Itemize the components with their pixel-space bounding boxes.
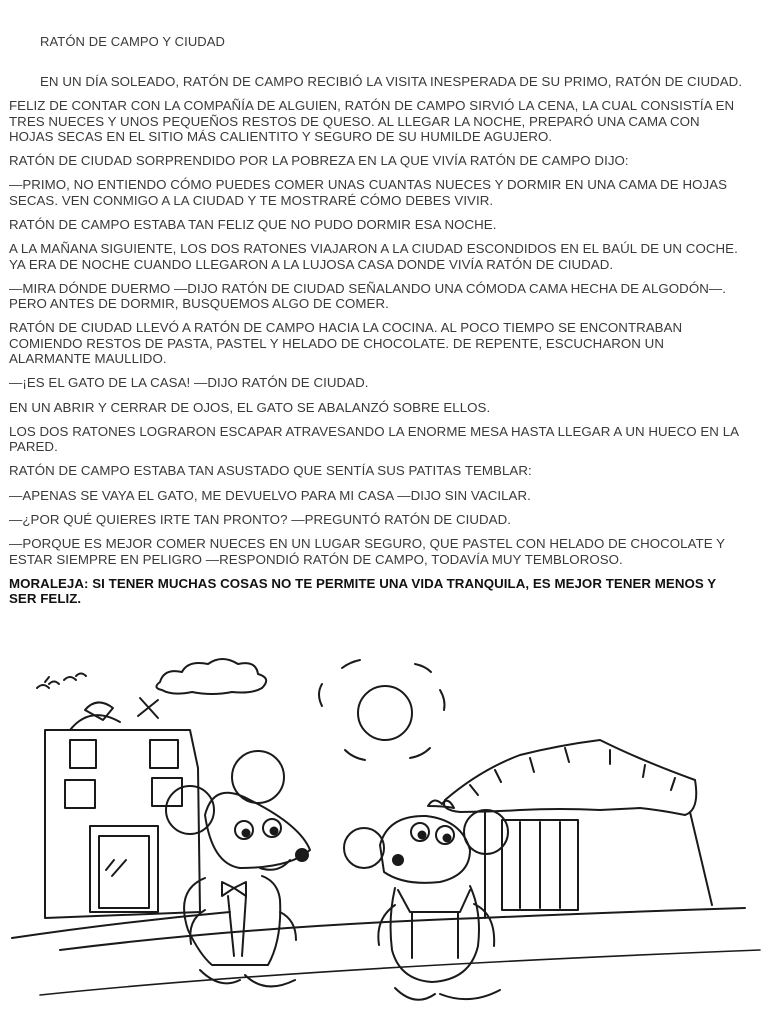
story-paragraph: —MIRA DÓNDE DUERMO —DIJO RATÓN DE CIUDAD SEÑALANDO UNA CÓMODA CAMA HECHA DE ALGODÓN—. PERO ANTES DE DORMIR, BUSQUEMOS ALGO DE COMER. bbox=[9, 280, 726, 312]
story-paragraph: —PRIMO, NO ENTIENDO CÓMO PUEDES COMER UNAS CUANTAS NUECES Y DORMIR EN UNA CAMA DE HOJAS SECAS. VEN CONMIGO A LA CIUDAD Y TE MOSTRARÉ CÓMO DEBES VIVIR. bbox=[9, 177, 728, 208]
sun-icon bbox=[319, 660, 445, 760]
cloud-icon bbox=[156, 659, 266, 694]
story-paragraph: LOS DOS RATONES LOGRARON ESCAPAR ATRAVESANDO LA ENORME MESA HASTA LLEGAR A UN HUECO EN LA PARED. bbox=[9, 423, 739, 455]
story-paragraph: —APENAS SE VAYA EL GATO, ME DEVUELVO PARA MI CASA —DIJO SIN VACILAR. bbox=[9, 487, 531, 503]
ground-lines bbox=[12, 908, 760, 995]
story-paragraph: EN UN ABRIR Y CERRAR DE OJOS, EL GATO SE ABALANZÓ SOBRE ELLOS. bbox=[9, 399, 491, 415]
story-paragraph: A LA MAÑANA SIGUIENTE, LOS DOS RATONES VIAJARON A LA CIUDAD ESCONDIDOS EN EL BAÚL DE UN COCHE. YA ERA DE NOCHE CUANDO LLEGARON A LA LUJOSA CASA DONDE VIVÍA RATÓN DE CIUDAD. bbox=[9, 241, 738, 272]
story-paragraph: RATÓN DE CAMPO ESTABA TAN FELIZ QUE NO PUDO DORMIR ESA NOCHE. bbox=[9, 217, 497, 233]
story-title: RATÓN DE CAMPO Y CIUDAD bbox=[40, 34, 226, 49]
story-paragraph: —¿POR QUÉ QUIERES IRTE TAN PRONTO? —PREGUNTÓ RATÓN DE CIUDAD. bbox=[9, 511, 511, 527]
story-body bbox=[9, 74, 744, 616]
coloring-illustration bbox=[0, 650, 768, 1024]
story-paragraph: RATÓN DE CAMPO ESTABA TAN ASUSTADO QUE SENTÍA SUS PATITAS TEMBLAR: bbox=[9, 463, 532, 479]
story-paragraph: —¡ES EL GATO DE LA CASA! —DIJO RATÓN DE CIUDAD. bbox=[9, 375, 369, 391]
birds-icon bbox=[37, 674, 86, 689]
story-paragraph: RATÓN DE CIUDAD SORPRENDIDO POR LA POBREZA EN LA QUE VIVÍA RATÓN DE CAMPO DIJO: bbox=[9, 153, 629, 169]
city-building-icon bbox=[45, 698, 200, 918]
country-hut-icon bbox=[444, 740, 712, 918]
story-paragraph: RATÓN DE CIUDAD LLEVÓ A RATÓN DE CAMPO HACIA LA COCINA. AL POCO TIEMPO SE ENCONTRABAN COMIENDO RESTOS DE PASTA, PASTEL Y HELADO DE CHOCOLATE. DE REPENTE, ESCUCHARON UN ALARMANTE MAULLIDO. bbox=[9, 320, 683, 367]
story-moral: MORALEJA: SI TENER MUCHAS COSAS NO TE PERMITE UNA VIDA TRANQUILA, ES MEJOR TENER MENOS Y SER FELIZ. bbox=[9, 575, 716, 607]
story-paragraph: —PORQUE ES MEJOR COMER NUECES EN UN LUGAR SEGURO, QUE PASTEL CON HELADO DE CHOCOLATE Y ESTAR SIEMPRE EN PELIGRO —RESPONDIÓ RATÓN DE CAMPO, TODAVÍA MUY TEMBLOROSO. bbox=[9, 536, 725, 567]
city-mouse-icon bbox=[166, 751, 310, 986]
story-paragraph: FELIZ DE CONTAR CON LA COMPAÑÍA DE ALGUIEN, RATÓN DE CAMPO SIRVIÓ LA CENA, LA CUAL CONSISTÍA EN TRES NUECES Y UNOS PEQUEÑOS RESTOS DE QUESO. AL LLEGAR LA NOCHE, PREPARÓ UNA CAMA CON HOJAS SECAS EN EL SITIO MÁS CALIENTITO Y SEGURO DE SU HUMILDE AGUJERO. bbox=[9, 98, 735, 145]
story-paragraph: EN UN DÍA SOLEADO, RATÓN DE CAMPO RECIBIÓ LA VISITA INESPERADA DE SU PRIMO, RATÓN DE CIUDAD. bbox=[40, 74, 743, 89]
